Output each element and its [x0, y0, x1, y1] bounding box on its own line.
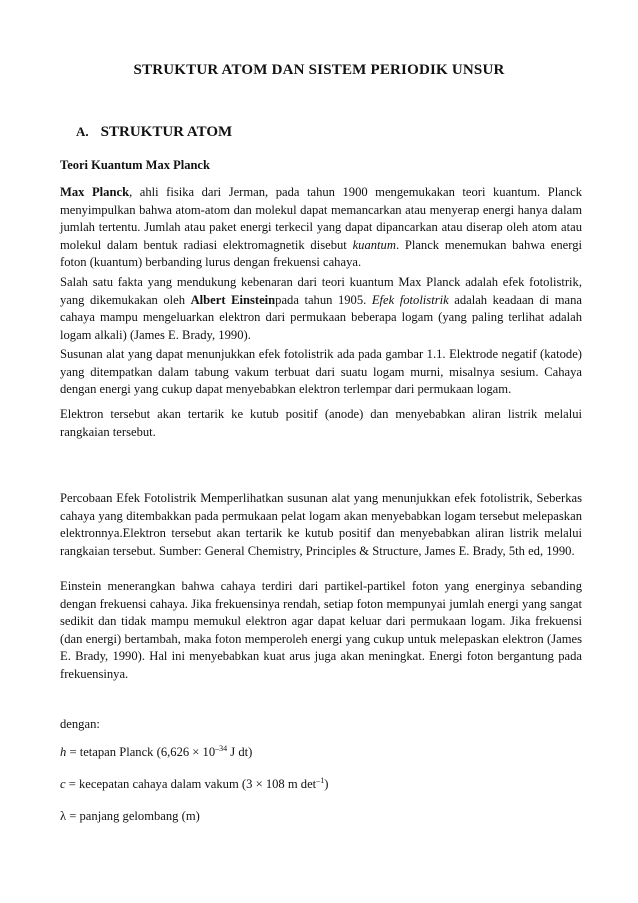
- planck-name: Max Planck: [60, 185, 130, 199]
- definition-h-text: = tetapan Planck (6,626 × 10: [66, 745, 216, 759]
- definition-h: [60, 744, 252, 761]
- section-heading: [76, 124, 232, 141]
- planck-text-b: . Planck menemukan bahwa energi foton (kuantum) berbanding lurus dengan frekuensi cahaya.: [60, 237, 582, 269]
- fotolistrik-text-b: pada tahun 1905.: [275, 292, 372, 307]
- dengan-label: dengan:: [60, 717, 100, 731]
- definition-h-tail: J dt): [227, 745, 253, 759]
- symbol-h: h: [60, 745, 67, 759]
- symbol-lambda: λ: [60, 809, 67, 823]
- fotolistrik-text-c: adalah keadaan di mana cahaya mampu mengeluarkan elektron dari permukaan beberapa logam (yang paling terlihat adalah logam alkali) (James E. Brady, 1990).: [60, 292, 582, 342]
- paragraph-fotolistrik: [60, 274, 582, 344]
- definition-c-tail: ): [324, 777, 329, 791]
- section-title: STRUKTUR ATOM: [100, 124, 233, 140]
- definition-lambda: [60, 808, 200, 825]
- einstein-name: Albert Einstein: [190, 292, 276, 307]
- paragraph-einstein: Einstein menerangkan bahwa cahaya terdiri dari partikel-partikel foton yang energinya sebanding dengan frekuensi cahaya. Jika frekuensinya rendah, setiap foton mempunyai jumlah energi yang sangat sedikit dan tidak mampu memukul elektron agar dapat keluar dari permukaan logam. Jika frekuensi (dan energi) bertambah, maka foton memperoleh energi yang cukup untuk melepaskan elektron (James E. Brady, 1990). Hal ini menyebabkan kuat arus juga akan meningkat. Energi foton bergantung pada frekuensinya.: [60, 579, 582, 681]
- definition-h-exponent: –34: [215, 744, 228, 753]
- definition-c-exponent: –1: [316, 776, 325, 785]
- symbol-c: c: [60, 777, 66, 791]
- document-title: STRUKTUR ATOM DAN SISTEM PERIODIK UNSUR: [133, 62, 505, 78]
- fotolistrik-text-a: Salah satu fakta yang mendukung kebenaran dari teori kuantum Max Planck adalah efek fotolistrik, yang dikemukakan oleh: [60, 275, 582, 307]
- subheading: Teori Kuantum Max Planck: [60, 158, 210, 172]
- definition-c: [60, 776, 328, 793]
- kuantum-term: kuantum: [352, 237, 396, 252]
- paragraph-planck: [60, 184, 582, 272]
- paragraph-percobaan: Percobaan Efek Fotolistrik Memperlihatkan susunan alat yang menunjukkan efek fotolistrik, Seberkas cahaya yang ditembakkan pada permukaan pelat logam akan menyebabkan logam tersebut melepaskan elektronnya.Elektron tersebut akan tertarik ke kutub positif dan menyebabkan aliran listrik melalui rangkaian tersebut. Sumber: General Chemistry, Principles & Structure, James E. Brady, 5th ed, 1990.: [60, 491, 582, 558]
- paragraph-elektron: Elektron tersebut akan tertarik ke kutub positif (anode) dan menyebabkan aliran listrik melalui rangkaian tersebut.: [60, 407, 582, 439]
- definition-lambda-text: = panjang gelombang (m): [66, 809, 200, 823]
- section-letter: A.: [76, 124, 89, 139]
- fotolistrik-term: Efek fotolistrik: [371, 292, 449, 307]
- planck-text-a: , ahli fisika dari Jerman, pada tahun 1900 mengemukakan teori kuantum. Planck menyimpulkan bahwa atom-atom dan molekul dapat memancarkan atau menyerap energi hanya dalam jumlah tertentu. Jumlah atau paket energi terkecil yang dapat dipancarkan atau diserap oleh atom atau molekul dalam bentuk radiasi elektromagnetik disebut: [60, 185, 582, 252]
- paragraph-susunan-alat: Susunan alat yang dapat menunjukkan efek fotolistrik ada pada gambar 1.1. Elektrode negatif (katode) yang ditempatkan dalam tabung vakum terbuat dari suatu logam murni, misalnya sesium. Cahaya dengan energi yang cukup dapat menyebabkan elektron terlempar dari permukaan logam.: [60, 347, 582, 396]
- definition-c-text: = kecepatan cahaya dalam vakum (3 × 108 m det: [65, 777, 317, 791]
